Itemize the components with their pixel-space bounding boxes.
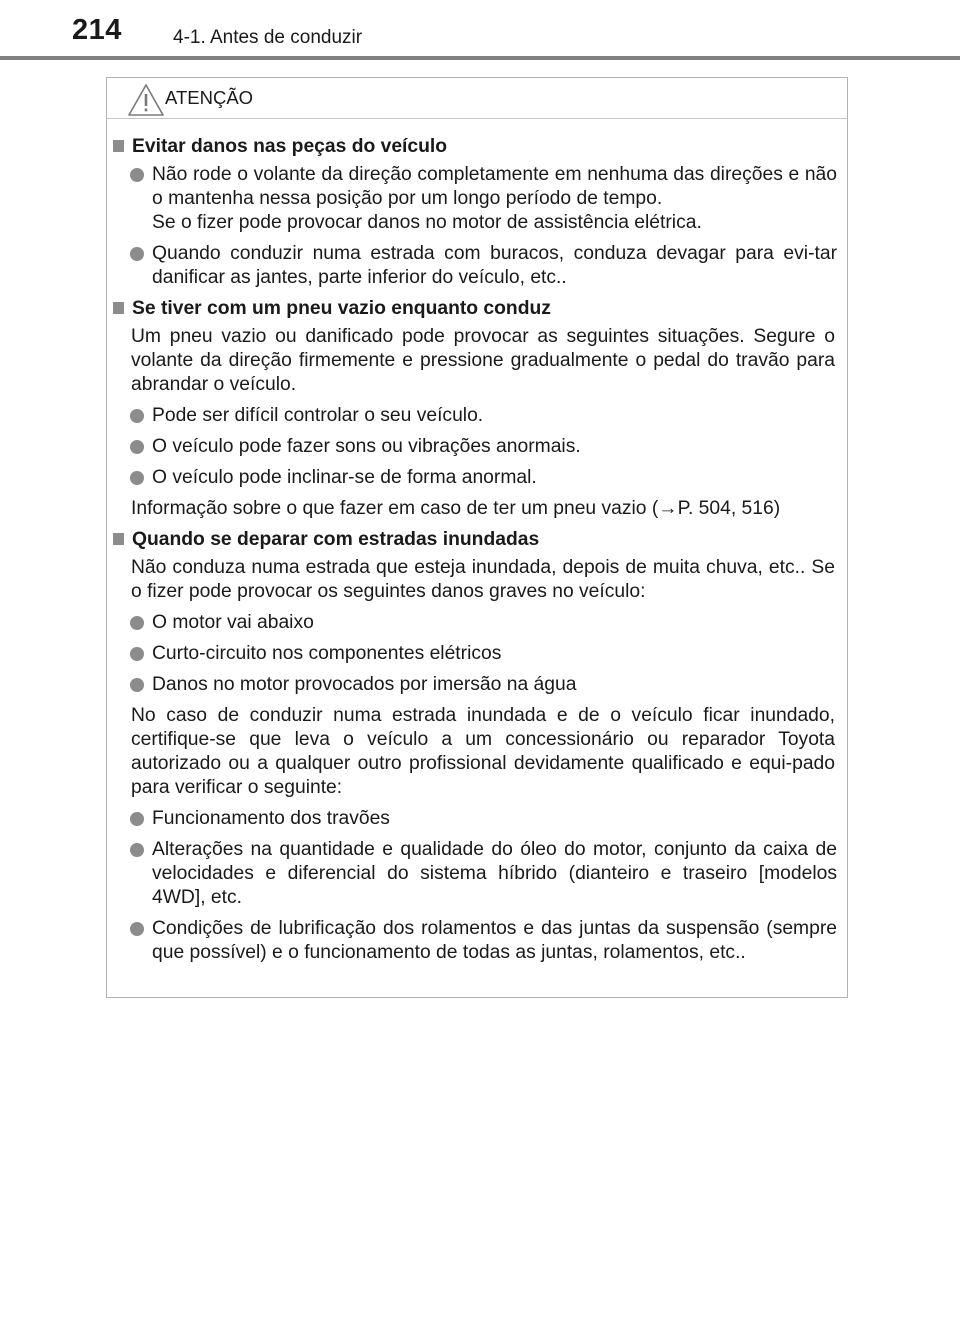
section-title [107, 528, 847, 552]
paragraph: Um pneu vazio ou danificado pode provocar as seguintes situações. Segure o volante da direção firmemente e pressione gradualmente o pedal do travão para abrandar o veículo. [131, 326, 835, 395]
bullet-text: O veículo pode inclinar-se de forma anormal. [152, 467, 537, 488]
bullet-item [107, 673, 847, 697]
square-bullet-icon [113, 302, 124, 314]
round-bullet-icon [130, 471, 144, 485]
round-bullet-icon [130, 247, 144, 261]
paragraph: Não conduza numa estrada que esteja inundada, depois de muita chuva, etc.. Se o fizer pode provocar os seguintes danos graves no veículo: [131, 557, 835, 602]
round-bullet-icon [130, 678, 144, 692]
paragraph: Informação sobre o que fazer em caso de ter um pneu vazio (→P. 504, 516) [131, 498, 781, 519]
chapter-title: 4-1. Antes de conduzir [173, 27, 363, 48]
bullet-item [107, 435, 847, 459]
bullet-item [107, 807, 847, 831]
round-bullet-icon [130, 616, 144, 630]
bullet-item [107, 838, 847, 910]
bullet-text: Curto-circuito nos componentes elétricos [152, 643, 502, 664]
bullet-item [107, 466, 847, 490]
round-bullet-icon [130, 409, 144, 423]
round-bullet-icon [130, 647, 144, 661]
warning-box [106, 77, 848, 998]
bullet-text: Funcionamento dos travões [152, 808, 390, 829]
bullet-text: Danos no motor provocados por imersão na água [152, 674, 577, 695]
bullet-item [107, 163, 847, 235]
header-divider [0, 56, 960, 60]
warning-title: ATENÇÃO [165, 87, 254, 108]
bullet-text: O veículo pode fazer sons ou vibrações anormais. [152, 436, 581, 457]
bullet-text: Quando conduzir numa estrada com buracos, conduza devagar para evi-tar danificar as jantes, parte inferior do veículo, etc.. [152, 243, 837, 288]
page-number: 214 [72, 14, 122, 46]
warning-triangle-icon [127, 83, 165, 117]
round-bullet-icon [130, 168, 144, 182]
square-bullet-icon [113, 140, 124, 152]
section-title-text: Quando se deparar com estradas inundadas [132, 529, 540, 550]
bullet-text: Não rode o volante da direção completamente em nenhuma das direções e não o mantenha nessa posição por um longo período de tempo. [152, 164, 837, 209]
round-bullet-icon [130, 843, 144, 857]
bullet-text: O motor vai abaixo [152, 612, 314, 633]
bullet-text: Condições de lubrificação dos rolamentos e das juntas da suspensão (sempre que possível) e o funcionamento de todas as juntas, rolamentos, etc.. [152, 918, 837, 963]
section-title [107, 135, 847, 159]
square-bullet-icon [113, 533, 124, 545]
round-bullet-icon [130, 812, 144, 826]
bullet-text-continued: Se o fizer pode provocar danos no motor de assistência elétrica. [152, 212, 702, 233]
paragraph: No caso de conduzir numa estrada inundada e de o veículo ficar inundado, certifique-se que leva o veículo a um concessionário ou reparador Toyota autorizado ou a qualquer outro profissional devidamente qualificado e equi-pado para verificar o seguinte: [131, 705, 835, 798]
bullet-item [107, 917, 847, 965]
warning-header [107, 78, 847, 120]
warning-content [107, 135, 847, 972]
section-title [107, 297, 847, 321]
page-header [0, 0, 960, 62]
warning-header-divider [107, 118, 847, 119]
section-title-text: Evitar danos nas peças do veículo [132, 136, 448, 157]
round-bullet-icon [130, 922, 144, 936]
section-title-text: Se tiver com um pneu vazio enquanto conduz [132, 298, 551, 319]
bullet-item [107, 642, 847, 666]
bullet-item [107, 404, 847, 428]
bullet-text: Alterações na quantidade e qualidade do óleo do motor, conjunto da caixa de velocidades e diferencial do sistema híbrido (dianteiro e traseiro [modelos 4WD], etc. [152, 839, 837, 908]
round-bullet-icon [130, 440, 144, 454]
bullet-item [107, 611, 847, 635]
bullet-text: Pode ser difícil controlar o seu veículo. [152, 405, 484, 426]
bullet-item [107, 242, 847, 290]
